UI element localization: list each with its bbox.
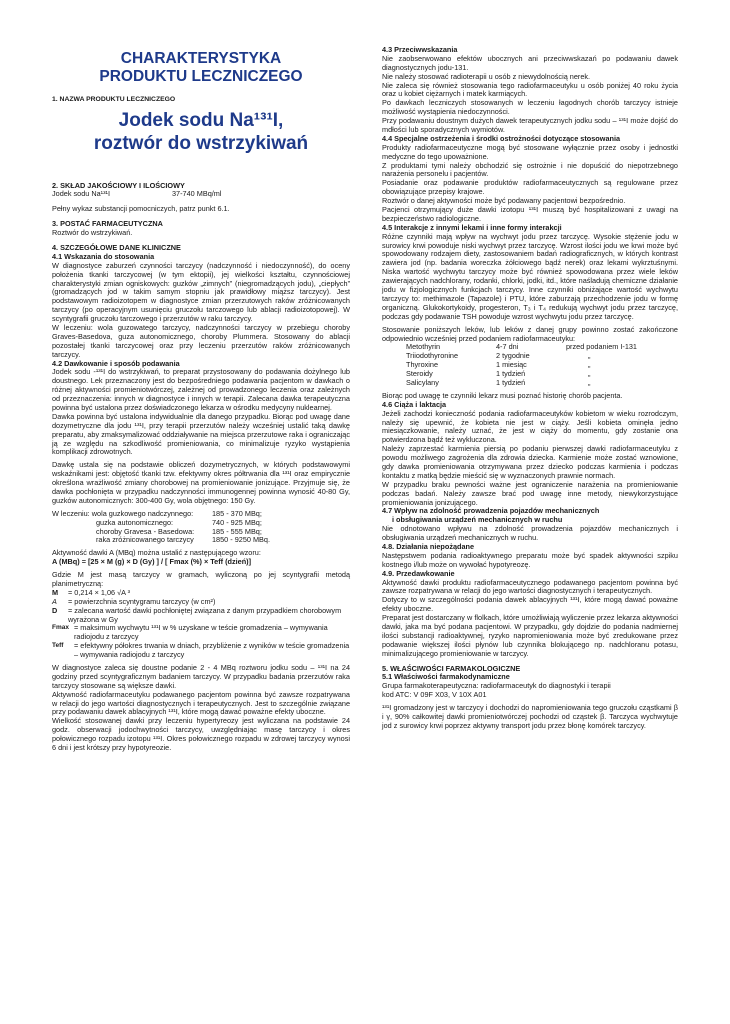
definition-symbol: Fmax bbox=[52, 624, 69, 632]
definition-row bbox=[52, 624, 350, 642]
dosage-paragraph-1: Jodek sodu -¹³¹I do wstrzykiwań, to preparat przystosowany do podawania dożylnego lub doustnego. Lek przeznaczony jest do bezpośredniego podawania pacjentom w dawkach o różnej aktywności promieniotwórczej, zależnej od prowadzonego leczenia oraz zależnych od przeznaczenia: innych w diagnostyce i innych w terapii. Zalecana dawka terapeutyczna powinna być ustalona przez doświadczonego lekarza w ośrodku medycyny nuklearnej. bbox=[52, 367, 350, 412]
drug-name-cell: Metothyrin bbox=[406, 342, 441, 352]
formula-where: Gdzie M jest masą tarczycy w gramach, wyliczoną po jej scyntygrafii metodą planimetryczną: bbox=[52, 570, 350, 589]
indications-paragraph-2: W leczeniu: wola guzowatego tarczycy, nadczynności tarczycy w przebiegu choroby Graves-Basedova, guza autonomicznego, choroby Plummera. Stosowany do ablacji pozostałej tkanki tarczycowej oraz przy leczeniu przerzutów raków zróżnicowanych tarczycy. bbox=[52, 322, 350, 359]
section-4-3-heading: 4.3 Przeciwwskazania bbox=[382, 45, 458, 54]
table-row bbox=[406, 352, 678, 361]
contraindications-paragraph-4: Po dawkach leczniczych stosowanych w leczeniu łagodnych chorób tarczycy istnieje możliwość wystąpienia niedoczynności. bbox=[382, 98, 678, 117]
drug-time-cell: 1 miesiąc bbox=[496, 360, 527, 370]
definition-symbol: M bbox=[52, 587, 59, 597]
section-4-8-heading: 4.8. Działania niepożądane bbox=[382, 541, 475, 551]
pregnancy-paragraph-3: W przypadku braku pewności ważne jest ograniczenie narażenia na promieniowanie podczas badań. Należy zawsze brać pod uwagę inne metody, niewykorzystujące promieniowania jonizującego. bbox=[382, 479, 678, 507]
excipients-note: Pełny wykaz substancji pomocniczych, patrz punkt 6.1. bbox=[52, 204, 230, 214]
driving-paragraph: Nie odnotowano wpływu na zdolność prowadzenia pojazdów mechanicznych i obsługiwania urządzeń mechanicznych w ruchu. bbox=[382, 524, 678, 543]
dosage-paragraph-5: Aktywność radiofarmaceutyku podawanego pacjentom powinna być zawsze rozpatrywana w relacji do jego wartości diagnostycznych i terapeutycznych. Jest to szczególnie związane przy podawaniu dawek ablacyjnych ¹³¹I, które mogą dawać poważne efekty uboczne. bbox=[52, 689, 350, 717]
dosage-paragraph-4: W diagnostyce zaleca się doustne podanie 2 - 4 MBq roztworu jodku sodu – ¹³¹I na 24 godziny przed scyntygraficznym badaniem tarczycy. W przypadku badania przerzutów raka tarczycy stosowane są większe dawki. bbox=[52, 663, 350, 690]
section-5-heading: 5. WŁAŚCIWOŚCI FARMAKOLOGICZNE bbox=[382, 663, 521, 673]
definition-text: = maksimum wychwytu ¹³¹I w % uzyskane w teście gromadzenia – wymywania radiojodu z tarczycy bbox=[74, 623, 328, 642]
drug-name-cell: Triiodothyronine bbox=[406, 351, 459, 361]
adverse-effects-paragraph: Następstwem podania radioaktywnego preparatu może być spadek aktywności szpiku kostnego i/lub może on wywołać hypotyreozę. bbox=[382, 550, 678, 569]
dose-label: raka zróżnicowanego tarczycy bbox=[96, 535, 194, 545]
pregnancy-paragraph-1: Jeżeli zachodzi konieczność podania radiofarmaceutyków kobietom w wieku rozrodczym, należy się upewnić, że kobieta nie jest w ciąży. Jeśli kobieta ominęła jedno miesiączkowanie, należy uznać, że jest w ciąży do momentu, gdy zostanie ona potwierdzona bądź też wykluczona. bbox=[382, 408, 678, 445]
drug-time-cell: 4-7 dni bbox=[496, 342, 519, 352]
document-title bbox=[52, 50, 350, 86]
dose-table bbox=[52, 510, 350, 546]
drug-time-cell: 1 tydzień bbox=[496, 369, 526, 379]
definition-symbol: A bbox=[52, 596, 57, 606]
right-column bbox=[382, 46, 678, 731]
formula-definitions bbox=[52, 589, 350, 660]
indications-paragraph-1: W diagnostyce zaburzeń czynności tarczycy (nadczynność i niedoczynność), do oceny położenia tkanki tarczycowej (w tym ektopii), jej wielkości kształtu, czynnościowej charakterystyki zmian ogniskowych: guzków „zimnych” (niegromadzących jodu), „ciepłych” (gromadzących jod w takim samym stopniu jak prawidłowy miąższ tarczycy). Jest podstawowym radioizotopem w diagnostyce zmian przerzutowych raków zróżnicowanych tarczycy (po operacyjnym usunięciu gruczołu tarczowego lub ablacji radioizotopowej). W scyntygrafii gruczołu tarczowego i przerzutów w raku tarczycy. bbox=[52, 260, 350, 324]
title-line-1: CHARAKTERYSTYKA bbox=[120, 50, 282, 67]
table-row bbox=[406, 370, 678, 379]
section-4-4-heading: 4.4 Specjalne ostrzeżenia i środki ostrożności dotyczące stosowania bbox=[382, 133, 621, 143]
drug-note-cell: „ bbox=[588, 369, 591, 379]
contraindications-paragraph-1: Nie zaobserwowano efektów ubocznych ani przeciwwskazań po podawaniu dawek diagnostycznych jodu-131. bbox=[382, 53, 678, 72]
dose-row bbox=[52, 536, 350, 545]
dose-value: 185 - 555 MBq; bbox=[212, 526, 262, 536]
section-1-heading: 1. NAZWA PRODUKTU LECZNICZEGO bbox=[52, 95, 176, 103]
left-column bbox=[52, 46, 350, 753]
drug-name bbox=[52, 110, 350, 156]
drug-note-cell: „ bbox=[588, 360, 591, 370]
definition-row bbox=[52, 642, 350, 660]
definition-text: = 0,214 × 1,06 √A ³ bbox=[68, 587, 131, 597]
section-5-1-heading: 5.1 Właściwości farmakodynamiczne bbox=[382, 672, 510, 682]
warnings-paragraph-4: Roztwór o danej aktywności może być podawany pacjentowi bezpośrednio. bbox=[382, 196, 626, 206]
dosage-paragraph-2: Dawka powinna być ustalona indywidualnie dla danego przypadku. Biorąc pod uwagę dane dozymetryczne dla jodu ¹³¹I, przy terapii przerzutów należy wcześniej ustalić taką dawkę preparatu, aby zmaksymalizować oddziaływanie na miejsca przerzutowe raka i ograniczając ją ze względu na szkodliwość promieniowania, co minimalizuje ryzyko wystąpienia komplikacji zdrowotnych. bbox=[52, 411, 350, 457]
drug-time-cell: 2 tygodnie bbox=[496, 351, 530, 361]
section-3-heading: 3. POSTAĆ FARMACEUTYCZNA bbox=[52, 219, 163, 229]
dose-label: choroby Gravesa - Basedowa: bbox=[96, 526, 195, 536]
drug-note-cell: przed podaniem I-131 bbox=[566, 342, 637, 352]
overdose-paragraph-2: Dotyczy to w szczególności podania dawek ablacyjnych ¹³¹I, które mogą dawać poważne efekty uboczne. bbox=[382, 595, 678, 614]
warnings-paragraph-5: Pacjenci otrzymujący duże dawki izotopu ¹³¹I muszą być hospitalizowani z uwagi na bezpieczeństwo radiologiczne. bbox=[382, 205, 678, 223]
definition-text: = efektywny półokres trwania w dniach, przybliżenie z wyników w teście gromadzenia – wymywania radiojodu z tarczycy bbox=[74, 641, 350, 660]
title-line-2: PRODUKTU LECZNICZEGO bbox=[99, 67, 303, 85]
contraindications-paragraph-5: Przy podawaniu doustnym dużych dawek terapeutycznych jodku sodu – ¹³¹I może dojść do mdłości lub sporadycznych wymiotów. bbox=[382, 116, 678, 135]
section-4-1-heading: 4.1 Wskazania do stosowania bbox=[52, 251, 155, 261]
contraindications-paragraph-2: Nie należy stosować radioterapii u osób z niewydolnością nerek. bbox=[382, 71, 591, 81]
table-row bbox=[406, 379, 678, 388]
drug-name-cell: Steroidy bbox=[406, 369, 433, 379]
overdose-paragraph-1: Aktywność dawki produktu radiofarmaceutycznego podawanego pacjentom powinna być zawsze rozpatrywana w relacji do jego wartości diagnostycznych i terapeutycznych. bbox=[382, 577, 678, 596]
section-4-7-heading: 4.7 Wpływ na zdolność prowadzenia pojazdów mechanicznych bbox=[382, 506, 600, 516]
pharmacotherapeutic-group: Grupa farmakoterapeutyczna: radiofarmaceutyk do diagnostyki i terapii bbox=[382, 681, 611, 691]
pharmaceutical-form: Roztwór do wstrzykiwań. bbox=[52, 228, 133, 238]
dose-value: 185 - 370 MBq; bbox=[212, 508, 262, 518]
section-4-2-heading: 4.2 Dawkowanie i sposób podawania bbox=[52, 358, 180, 368]
table-row bbox=[406, 361, 678, 370]
section-4-9-heading: 4.9. Przedawkowanie bbox=[382, 568, 455, 578]
pregnancy-paragraph-2: Należy zaprzestać karmienia piersią po podaniu pierwszej dawki radiofarmaceutyku z powodu możliwego zagrożenia dla zdrowia dziecka. Karmienie może zostać wznowione, gdy dawka promieniowania otrzymywana przez dziecko podczas karmienia i podczas kontaktu z matką będzie mieścić się w wyznaczonych prawnie normach. bbox=[382, 444, 678, 480]
interactions-paragraph-2: Stosowanie poniższych leków, lub leków z danej grupy powinno zostać zakończone odpowiednio wcześniej przed podaniem radiofarmaceutyku: bbox=[382, 324, 678, 343]
formula-intro: Aktywność dawki A (MBq) można ustalić z następującego wzoru: bbox=[52, 548, 261, 558]
definition-symbol: D bbox=[52, 605, 58, 615]
dose-value: 1850 - 9250 MBq. bbox=[212, 535, 271, 545]
drug-note-cell: „ bbox=[588, 351, 591, 361]
pharmacodynamics-paragraph: ¹³¹I gromadzony jest w tarczycy i dochodzi do napromieniowania tego gruczołu cząstkami β i γ, 90% całkowitej dawki promieniotwórczej pochodzi od cząstek β. Tarczyca wychwytuje jod z surowicy krwi poprzez aktywny transport jodu przez błonę komórek tarczycy. bbox=[382, 703, 678, 730]
interactions-paragraph-3: Biorąc pod uwagę te czynniki lekarz musi poznać historię chorób pacjenta. bbox=[382, 390, 623, 400]
warnings-paragraph-1: Produkty radiofarmaceutyczne mogą być stosowane wyłącznie przez osoby i jednostki medyczne do tego upoważnione. bbox=[382, 142, 678, 161]
definition-symbol: Teff bbox=[52, 642, 64, 650]
drug-note-cell: „ bbox=[588, 377, 591, 387]
composition-value: 37-740 MBq/ml bbox=[172, 189, 222, 199]
section-2-heading: 2. SKŁAD JAKOŚCIOWY I ILOŚCIOWY bbox=[52, 180, 185, 190]
drug-name-line-1: Jodek sodu Na¹³¹I, bbox=[118, 109, 284, 131]
atc-code: kod ATC: V 09F X03, V 10X A01 bbox=[382, 690, 487, 700]
definition-text: = powierzchnia scyntygramu tarczycy (w cm²) bbox=[68, 596, 216, 606]
drug-withdrawal-table bbox=[382, 343, 678, 387]
contraindications-paragraph-3: Nie zaleca się również stosowania tego radiofarmaceutyku u osób poniżej 40 roku życia oraz u kobiet ciężarnych i matek karmiących. bbox=[382, 80, 678, 99]
dose-value: 740 - 925 MBq; bbox=[212, 517, 262, 527]
warnings-paragraph-3: Posiadanie oraz podawanie produktów radiofarmaceutycznych są regulowane przez obowiązujące przepisy krajowe. bbox=[382, 178, 678, 197]
composition-name: Jodek sodu Na¹³¹I bbox=[52, 189, 110, 199]
definition-text: = zalecana wartość dawki pochłoniętej związana z danym przypadkiem chorobowym wyrażona w Gy bbox=[68, 605, 342, 624]
dose-label: W leczeniu: wola guzkowego nadczynnego: bbox=[52, 508, 194, 518]
drug-time-cell: 1 tydzień bbox=[496, 377, 526, 387]
drug-name-cell: Thyroxine bbox=[406, 360, 439, 370]
overdose-paragraph-3: Preparat jest dostarczany w flolkach, które umożliwiają wyliczenie przez lekarza aktywności dawki, jaka ma być podana pacjentowi. W przypadku, gdy dojdzie do podania nadmiernej ilości substancji radioaktywnej, ryzyko napromieniowania może być zredukowane przez podawanie większej ilości płynów lub czynnika blokującego np. nadchloranu potasu, minimalizującego promieniowanie w tarczycy. bbox=[382, 613, 678, 658]
section-4-5-heading: 4.5 Interakcje z innymi lekami i inne formy interakcji bbox=[382, 222, 562, 232]
drug-name-line-2: roztwór do wstrzykiwań bbox=[93, 132, 309, 154]
dose-formula: A (MBq) = [25 × M (g) × D (Gy) ] / [ Fmax (%) × Teff (dzień)] bbox=[52, 557, 252, 567]
section-4-6-heading: 4.6 Ciąża i laktacja bbox=[382, 399, 447, 409]
section-4-7-heading-cont: i obsługiwania urządzeń mechanicznych w ruchu bbox=[392, 515, 563, 525]
dosage-paragraph-3: Dawkę ustala się na podstawie obliczeń dozymetrycznych, w których podstawowymi wskaźnikami jest: objętość tkanki tzw. efektywny okres półtrwania dla ¹³¹I oraz empirycznie określona wrażliwość zmiany chorobowej na promieniowanie jonizujące. Przyjmuje się, że dawka pochłonięta w przypadku nadczynności immunogennej powinna wynosić 40-80 Gy, guzków autonomicznych: 300-400 Gy, wola objętnego: 150 Gy. bbox=[52, 460, 350, 505]
drug-name-cell: Salicylany bbox=[406, 377, 439, 387]
definition-row bbox=[52, 607, 350, 625]
section-4-heading: 4. SZCZEGÓŁOWE DANE KLINICZNE bbox=[52, 242, 181, 252]
warnings-paragraph-2: Z produktami tymi należy obchodzić się ostrożnie i nie dopuścić do niepotrzebnego narażenia personelu i pacjentów. bbox=[382, 160, 678, 179]
dose-label: guzka autonomicznego: bbox=[96, 517, 174, 527]
interactions-paragraph-1: Różne czynniki mają wpływ na wychwyt jodu przez tarczycę. Wysokie stężenie jodu w surowicy krwi powoduje niski wychwyt przez tarczycę. Wzrost ilości jodu we krwi może być spowodowany rodzajem diety, zastosowaniem badań radiograficznych, w których kontrast zawiera jod (np. badania woreczka żółciowego bądź nerek) oraz lekami wykrztuśnymi. Niska wartość wychwytu tarczycy może być również spowodowana przez wiele leków zawierających nadchlorany, rodanki, chlorki, jodki, itd., które naśladują chemiczne działanie jodu w fizjologicznych funkcjach tarczycy. Inne czynniki obniżające wartość wychwytu tarczycy to: methimazole (Tapazole) i PTU, które zaburzają przechodzenie jodu w formę organiczną. Glukokortykoidy, progesteron, T₃ i T₄ redukują wychwyt jodu przez tarczycę, podczas gdy podawanie TSH powoduje wzrost wychwytu jodu przez tarczycę. bbox=[382, 231, 678, 321]
dosage-paragraph-6: Wielkość stosowanej dawki przy leczeniu hypertyreozy jest wyliczana na podstawie 24 godz. obserwacji jodochwytności tarczycy, uwzględniając masę tarczycy i okres połowicznego rozpadu izotopu ¹³¹I. Okres połowicznego rozpadu w zdrowej tarczycy wynosi 6 dni i jest krótszy przy hypotyreozie. bbox=[52, 716, 350, 753]
composition-row bbox=[52, 190, 350, 199]
